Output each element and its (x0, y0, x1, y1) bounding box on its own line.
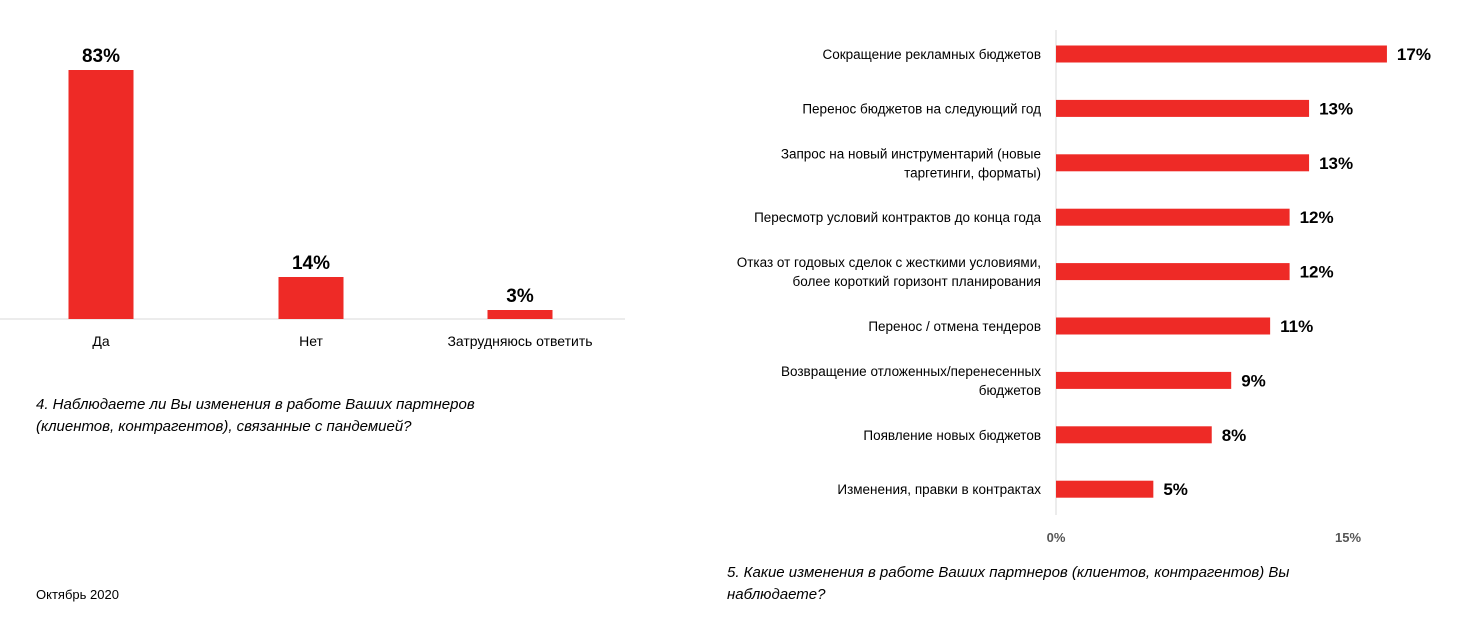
hcategory-label-7-1: Возвращение отложенных/перенесенных (780, 363, 1041, 379)
hcategory-label-2-1: Перенос бюджетов на следующий год (802, 101, 1041, 117)
x-tick-label-2: 15% (1334, 530, 1362, 545)
category-label-1: Да (92, 333, 110, 349)
hcategory-label-5-2: более короткий горизонт планирования (792, 274, 1041, 290)
hvalue-label-4: 12% (1299, 208, 1334, 228)
question-left (36, 394, 556, 438)
hcategory-label-8-1: Появление новых бюджетов (863, 427, 1041, 443)
hcategory-label-9-1: Изменения, правки в контрактах (837, 482, 1041, 498)
question-left-line2: (клиентов, контрагентов), связанные с пандемией? (36, 418, 412, 435)
hvalue-label-9: 5% (1163, 480, 1188, 500)
hcategory-label-5-1: Отказ от годовых сделок с жесткими условиями, (736, 255, 1041, 271)
hbar-8 (1056, 426, 1212, 443)
hcategory-label-1-1: Сокращение рекламных бюджетов (822, 47, 1041, 62)
hvalue-label-3: 13% (1319, 153, 1354, 173)
question-left-line1: 4. Наблюдаете ли Вы изменения в работе Ваших партнеров (36, 396, 475, 413)
hbar-9 (1056, 481, 1153, 498)
x-tick-label-1: 0% (1046, 530, 1066, 545)
value-label-1: 83% (81, 46, 121, 67)
hcategory-label-3-2: таргетинги, форматы) (904, 165, 1041, 181)
hcategory-label-3-1: Запрос на новый инструментарий (новые (780, 146, 1041, 162)
hbar-7 (1056, 372, 1231, 389)
hvalue-label-2: 13% (1319, 99, 1354, 119)
question-right-line2: наблюдаете? (727, 586, 826, 603)
value-label-2: 14% (291, 253, 331, 274)
hbar-4 (1056, 209, 1290, 226)
hvalue-label-6: 11% (1280, 317, 1314, 336)
value-label-3: 3% (506, 286, 534, 307)
hbar-2 (1056, 100, 1309, 117)
category-label-3: Затрудняюсь ответить (447, 333, 593, 349)
hvalue-label-1: 17% (1396, 45, 1431, 64)
hcategory-label-6-1: Перенос / отмена тендеров (868, 319, 1041, 334)
hcategory-label-7-2: бюджетов (978, 382, 1041, 398)
question-right-line1: 5. Какие изменения в работе Ваших партнеров (клиентов, контрагентов) Вы (727, 564, 1290, 581)
hbar-3 (1056, 154, 1309, 171)
hbar-6 (1056, 318, 1270, 335)
hcategory-label-4-1: Пересмотр условий контрактов до конца года (754, 210, 1041, 226)
hvalue-label-5: 12% (1299, 262, 1334, 282)
footer-date: Октябрь 2020 (36, 587, 119, 602)
hbar-1 (1056, 46, 1387, 63)
category-label-2: Нет (299, 333, 323, 349)
hvalue-label-8: 8% (1221, 425, 1247, 445)
question-right (727, 562, 1367, 606)
hbar-5 (1056, 263, 1290, 280)
hvalue-label-7: 9% (1241, 371, 1266, 391)
